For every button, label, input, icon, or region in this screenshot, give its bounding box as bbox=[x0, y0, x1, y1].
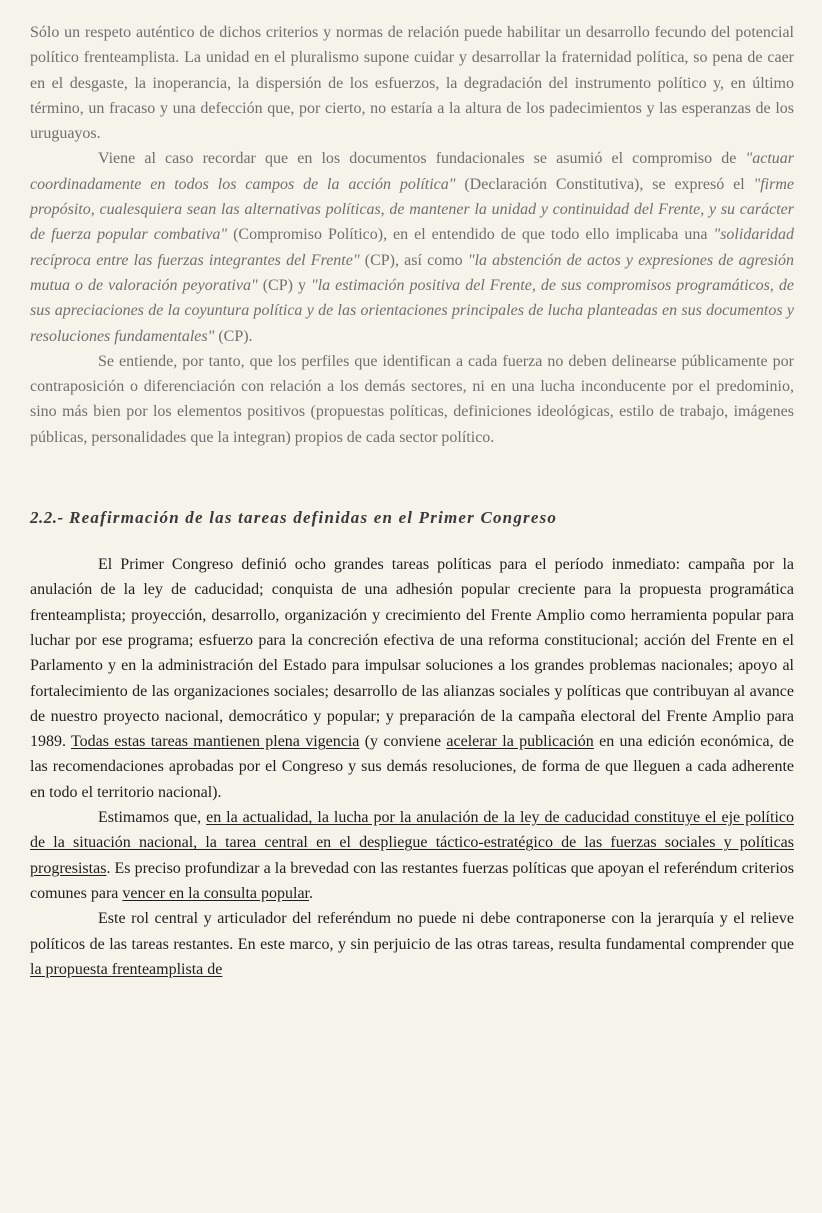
quote-abstencion: "la abstención de actos y expresiones de agresión mutua o de valoración peyorativa" bbox=[30, 251, 794, 294]
underlined-text: la propuesta frenteamplista de bbox=[30, 960, 223, 978]
section-gap bbox=[30, 450, 794, 508]
text-run: Este rol central y articulador del referéndum no puede ni debe contraponerse con la jerarquía y el relieve políticos de las tareas restantes. En este marco, y sin perjuicio de las otras tareas, resulta fundamental comprender que bbox=[30, 910, 794, 953]
underlined-text: Todas estas tareas mantienen plena vigencia bbox=[71, 733, 360, 751]
quote-estimacion: "la estimación positiva del Frente, de sus compromisos programáticos, de sus apreciaciones de la coyuntura política y de las orientaciones principales de lucha planteadas en sus documentos y resoluciones fundamentales" bbox=[30, 276, 795, 345]
underlined-text: en la actualidad, la lucha por la anulación de la ley de caducidad constituye el eje político de la situación nacional, la tarea central en el despliegue táctico-estratégico de las fuerzas sociales y políticas progresistas bbox=[30, 809, 794, 877]
text-run: Viene al caso recordar que en los documentos fundacionales se asumió el compromiso de bbox=[98, 150, 746, 168]
text-run: (Declaración Constitutiva), se expresó el bbox=[455, 175, 754, 193]
text-run: en una edición económica, de las recomendaciones aprobadas por el Congreso y sus demás resoluciones, de forma de que lleguen a cada adherente en todo el territorio nacional). bbox=[30, 733, 795, 801]
quote-compromiso: "firme propósito, cualesquiera sean las alternativas políticas, de mantener la unidad y continuidad del Frente, y su carácter de fuerza popular combativa" bbox=[30, 175, 795, 244]
paragraph-founding-documents bbox=[30, 146, 794, 348]
heading-title: Reafirmación de las tareas definidas en el Primer Congreso bbox=[69, 508, 558, 528]
underlined-text: acelerar la publicación bbox=[446, 733, 594, 751]
quote-solidaridad: "solidaridad recíproca entre las fuerzas integrantes del Frente" bbox=[30, 226, 794, 269]
text-run: El Primer Congreso definió ocho grandes tareas políticas para el período inmediato: campaña por la anulación de la ley de caducidad; conquista de una adhesión popular creciente para la propuesta programática frenteamplista; proyección, desarrollo, organización y crecimiento del Frente Amplio como herramienta popular para luchar por ese programa; esfuerzo para la concreción efectiva de una reforma constitucional; acción del Frente en el Parlamento y en la administración del Estado para impulsar soluciones a los grandes problemas nacionales; apoyo al fortalecimiento de las organizaciones sociales; desarrollo de las alianzas sociales y políticas que contribuyan al avance de nuestro proyecto nacional, democrático y popular; y preparación de la campaña electoral del Frente Amplio para 1989. bbox=[30, 556, 794, 751]
text-run: (CP) y bbox=[257, 276, 311, 294]
quote-declaracion: "actuar coordinadamente en todos los campos de la acción política" bbox=[30, 150, 794, 193]
paragraph-profiles: Se entiende, por tanto, que los perfiles que identifican a cada fuerza no deben delinearse públicamente por contraposición o diferenciación con relación a los demás sectores, ni en una lucha inconducente por el predominio, sino más bien por los elementos positivos (propuestas políticas, definiciones ideológicas, estilo de trabajo, imágenes públicas, personalidades que la integran) propios de cada sector político. bbox=[30, 352, 794, 446]
text-run: (Compromiso Político), en el entendido de que todo ello implicaba una bbox=[227, 226, 714, 244]
section-heading bbox=[30, 508, 794, 528]
paragraph-referendum-axis bbox=[30, 805, 794, 906]
paragraph-unity-pluralism: Sólo un respeto auténtico de dichos criterios y normas de relación puede habilitar un desarrollo fecundo del potencial político frenteamplista. La unidad en el pluralismo supone cuidar y desarrollar la fraternidad política, so pena de caer en el desgaste, la inoperancia, la dispersión de los esfuerzos, la degradación del instrumento político y, en último término, un fracaso y una defección que, por cierto, no estaría a la altura de los padecimientos y las esperanzas de los uruguayos. bbox=[30, 24, 794, 143]
paragraph-first-congress bbox=[30, 552, 794, 805]
heading-number: 2.2.- bbox=[30, 508, 64, 528]
text-run: (y conviene bbox=[359, 733, 447, 751]
text-run: (CP). bbox=[214, 327, 253, 345]
paragraph-central-role bbox=[30, 906, 794, 982]
text-run: . Es preciso profundizar a la brevedad con las restantes fuerzas políticas que apoyan el referéndum criterios comunes para bbox=[30, 859, 794, 902]
underlined-text: vencer en la consulta popular bbox=[122, 884, 309, 902]
text-run: (CP), así como bbox=[359, 251, 468, 269]
text-run: . bbox=[309, 884, 313, 902]
text-run: Estimamos que, bbox=[98, 809, 207, 827]
